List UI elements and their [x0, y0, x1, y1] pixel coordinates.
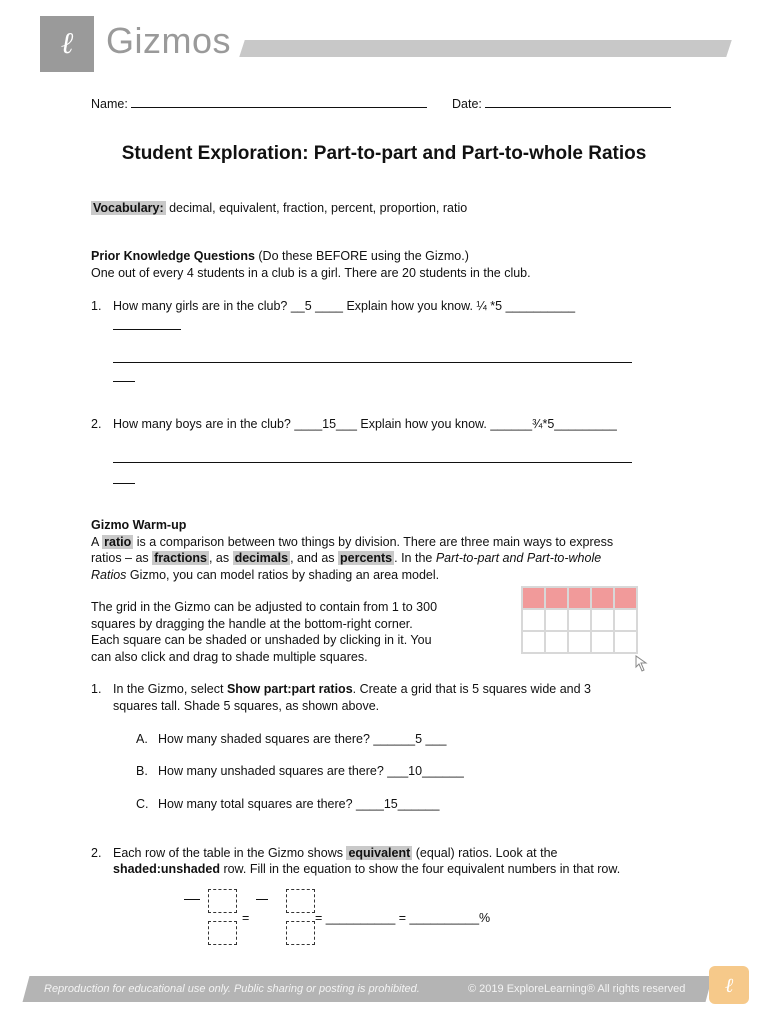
denominator-box[interactable] [208, 921, 237, 945]
sub-letter: B. [136, 764, 148, 778]
warmup-q2-line-1: Each row of the table in the Gizmo shows equivalent (equal) ratios. Look at the [113, 846, 558, 860]
term-fractions: fractions [154, 551, 207, 565]
denominator-box[interactable] [286, 921, 315, 945]
prior-note: (Do these BEFORE using the Gizmo.) [254, 249, 469, 263]
area-model-grid [521, 586, 638, 654]
prior-heading: Prior Knowledge Questions [91, 249, 255, 263]
grid-square-shaded [614, 587, 637, 609]
grid-square-shaded [568, 587, 591, 609]
prior-q1-number: 1. [91, 299, 102, 313]
grid-square [568, 609, 591, 631]
header-bar [239, 40, 732, 57]
prior-heading-line [91, 248, 469, 264]
term-percents: percents [340, 551, 393, 565]
footer-disclaimer: Reproduction for educational use only. Public sharing or posting is prohibited. [44, 983, 420, 995]
equals-sign: = [242, 911, 250, 925]
warmup-paragraph-line-1: A ratio is a comparison between two things by division. There are three main ways to express [91, 535, 614, 549]
fraction-bar [184, 899, 200, 900]
prior-q2-text: How many boys are in the club? ____15___ Explain how you know. ______¾*5_________ [113, 417, 617, 431]
vocabulary-label: Vocabulary: [93, 201, 164, 215]
date-field[interactable] [485, 94, 671, 108]
grid-square-shaded [545, 587, 568, 609]
vocabulary-line [91, 200, 467, 216]
equation-tail: = __________ = __________% [315, 911, 491, 925]
answer-line[interactable] [113, 381, 135, 382]
sub-letter: C. [136, 797, 149, 811]
fraction-bar [256, 899, 268, 900]
grid-square [614, 609, 637, 631]
warmup-paragraph-line-2: ratios – as fractions , as decimals , and as percents . In the Part-to-part and Part-to-whole [91, 551, 602, 565]
show-part-ratios-option: Show part:part ratios [226, 682, 353, 696]
grid-square [591, 609, 614, 631]
prior-q1-text: How many girls are in the club? __5 ____ Explain how you know. ¼ *5 __________ [113, 299, 576, 313]
grid-description-line: Each square can be shaded or unshaded by clicking in it. You [91, 633, 432, 647]
sub-letter: A. [136, 732, 148, 746]
answer-line[interactable] [113, 483, 135, 484]
term-decimals: decimals [234, 551, 289, 565]
warmup-q1-line-2: squares tall. Shade 5 squares, as shown above. [113, 699, 380, 713]
warmup-q1-number: 1. [91, 682, 102, 696]
sub-question-a: How many shaded squares are there? ______5 ___ [158, 732, 447, 746]
grid-square [591, 631, 614, 653]
term-equivalent: equivalent [348, 846, 411, 860]
date-row [452, 94, 671, 112]
grid-square [614, 631, 637, 653]
page-title: Student Exploration: Part-to-part and Part-to-whole Ratios [121, 143, 647, 164]
grid-description-line: The grid in the Gizmo can be adjusted to contain from 1 to 300 [91, 600, 438, 614]
numerator-box[interactable] [286, 889, 315, 913]
name-row [91, 94, 427, 112]
sub-question-c: How many total squares are there? ____15______ [158, 797, 440, 811]
grid-square-shaded [591, 587, 614, 609]
prior-intro: One out of every 4 students in a club is a girl. There are 20 students in the club. [91, 266, 531, 280]
prior-q2-number: 2. [91, 417, 102, 431]
grid-description-line: squares by dragging the handle at the bottom-right corner. [91, 617, 413, 631]
shaded-unshaded-term: shaded:unshaded [113, 862, 220, 876]
grid-square [545, 631, 568, 653]
answer-line[interactable] [113, 362, 632, 363]
date-label: Date: [452, 97, 482, 111]
term-ratio: ratio [104, 535, 132, 549]
warmup-q2-line-2: shaded:unshaded row. Fill in the equation to show the four equivalent numbers in that row. [113, 862, 621, 876]
warmup-q2-number: 2. [91, 846, 102, 860]
name-label: Name: [91, 97, 128, 111]
brand-title: Gizmos [106, 20, 232, 61]
grid-description-line: can also click and drag to shade multiple squares. [91, 650, 368, 664]
answer-line[interactable] [113, 329, 181, 330]
resize-handle-icon [632, 654, 654, 674]
warmup-heading: Gizmo Warm-up [91, 518, 187, 532]
gizmos-logo-icon: ℓ [40, 16, 94, 72]
vocabulary-terms: decimal, equivalent, fraction, percent, proportion, ratio [165, 201, 468, 215]
answer-line[interactable] [113, 462, 632, 463]
grid-square [522, 609, 545, 631]
grid-square [545, 609, 568, 631]
name-field[interactable] [131, 94, 427, 108]
explorelearning-logo-icon: ℓ [709, 966, 749, 1004]
sub-question-b: How many unshaded squares are there? ___10______ [158, 764, 464, 778]
warmup-q1-line-1: In the Gizmo, select Show part:part ratios. Create a grid that is 5 squares wide and 3 [113, 682, 591, 696]
footer-copyright: © 2019 ExploreLearning® All rights reserved [468, 983, 686, 995]
warmup-paragraph-line-3: Ratios Gizmo, you can model ratios by shading an area model. [91, 568, 440, 582]
grid-square [522, 631, 545, 653]
grid-square [568, 631, 591, 653]
grid-square-shaded [522, 587, 545, 609]
numerator-box[interactable] [208, 889, 237, 913]
